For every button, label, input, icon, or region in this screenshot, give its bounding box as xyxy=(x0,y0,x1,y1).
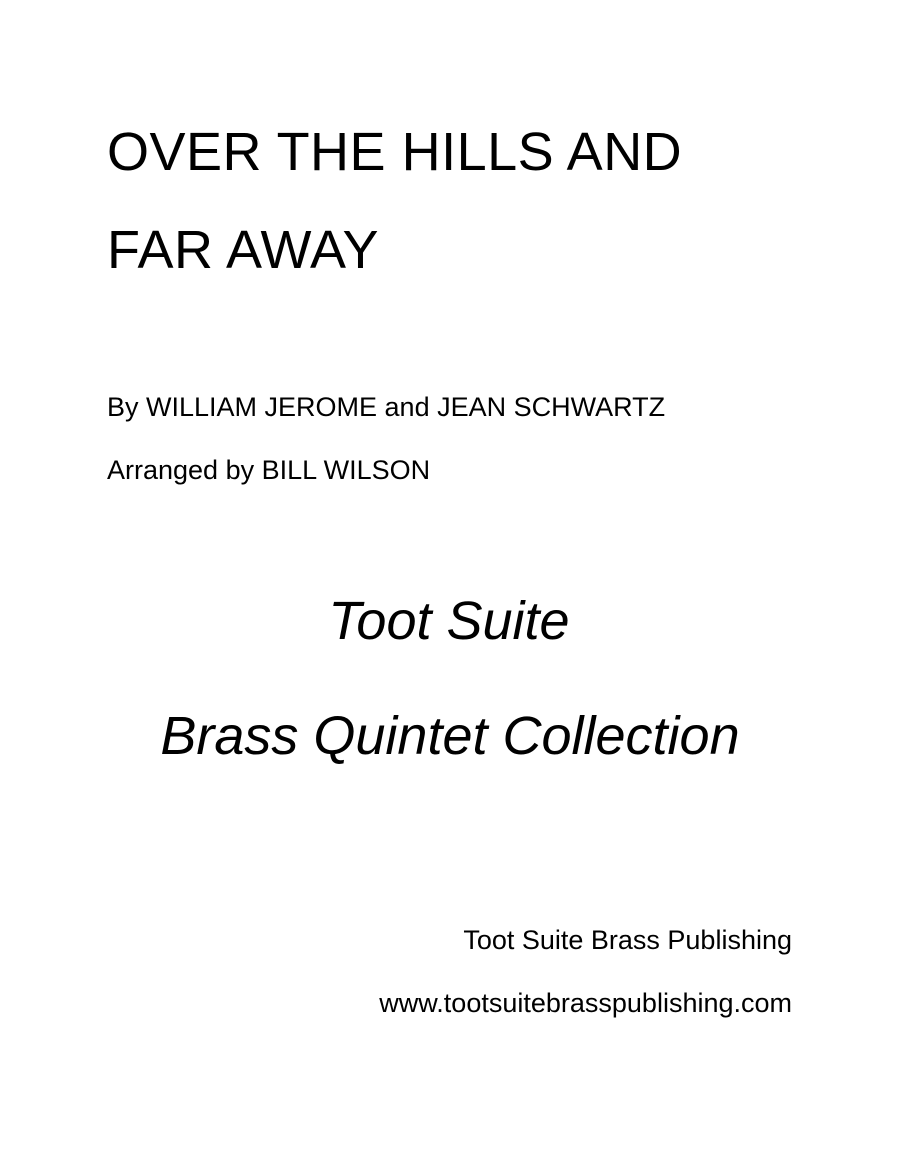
publisher-website: www.tootsuitebrasspublishing.com xyxy=(379,988,792,1018)
composer-credit: By WILLIAM JEROME and JEAN SCHWARTZ xyxy=(107,392,666,422)
title-line-2: FAR AWAY xyxy=(107,220,380,280)
arranger-credit: Arranged by BILL WILSON xyxy=(107,455,431,485)
publisher-name: Toot Suite Brass Publishing xyxy=(463,925,792,955)
series-title-line-2: Brass Quintet Collection xyxy=(160,706,740,766)
series-title-line-1: Toot Suite xyxy=(328,591,570,651)
title-line-1: OVER THE HILLS AND xyxy=(107,122,683,182)
